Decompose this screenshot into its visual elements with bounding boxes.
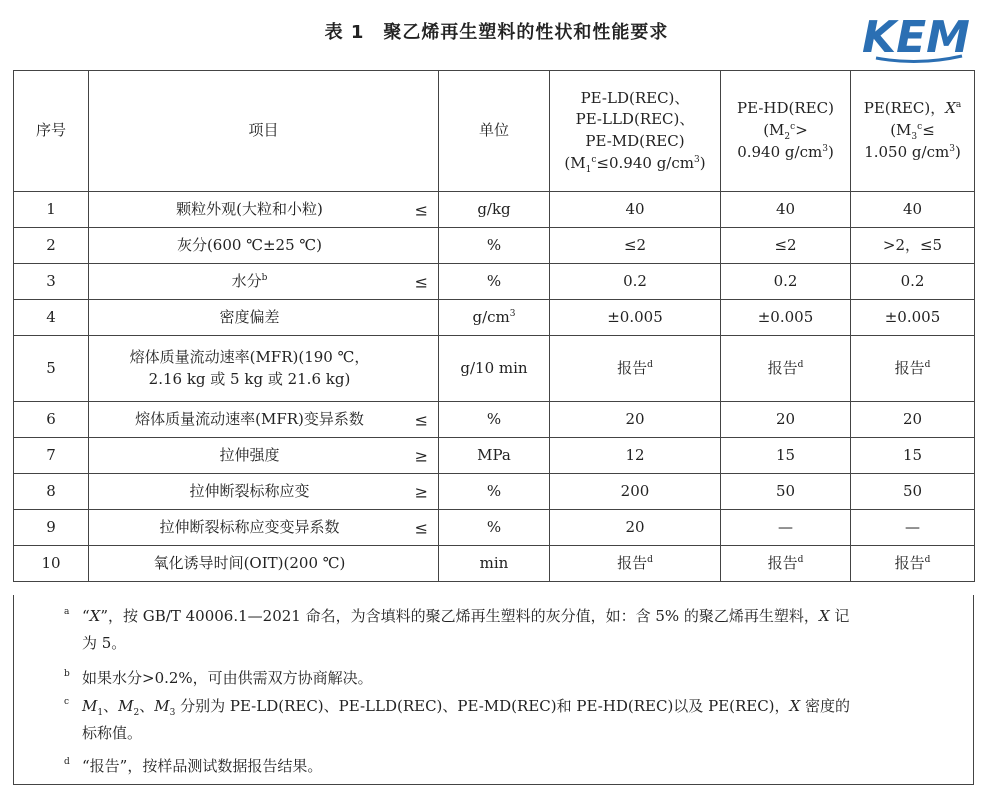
cell-seq: 6 [14,402,89,438]
cell-item: 颗粒外观(大粒和小粒) ≤ [89,192,439,228]
logo-text: KEM [862,12,970,63]
cell-item: 灰分(600 ℃±25 ℃) [89,228,439,264]
table-row [14,510,975,546]
comparison-symbol: ≥ [414,445,428,465]
comparison-symbol: ≤ [414,409,428,429]
header-pe: PE(REC)，$X^a$ ($M_3^c\le$ 1.050 $g/cm^3$) [851,71,975,192]
cell-item: 拉伸断裂标称应变 ≥ [89,474,439,510]
cell-pe-ld: 40 [550,192,721,228]
cell-pe-hd: 0.2 [721,264,851,300]
cell-pe: — [851,510,975,546]
cell-pe-ld: 200 [550,474,721,510]
table-header-row [14,71,975,192]
cell-pe-hd: 报告$^d$ [721,336,851,402]
cell-pe-hd: — [721,510,851,546]
table-row [14,474,975,510]
cell-pe-hd: ≤2 [721,228,851,264]
cell-pe-hd: 40 [721,192,851,228]
cell-unit: g/10 min [439,336,550,402]
cell-pe-hd: ±0.005 [721,300,851,336]
cell-unit: % [439,228,550,264]
cell-pe-hd: 报告$^d$ [721,546,851,582]
cell-pe-ld: ±0.005 [550,300,721,336]
cell-pe: 报告$^d$ [851,336,975,402]
cell-pe-hd: 50 [721,474,851,510]
comparison-symbol: ≤ [414,199,428,219]
cell-seq: 7 [14,438,89,474]
cell-pe: 报告$^d$ [851,546,975,582]
cell-pe: 50 [851,474,975,510]
table-title: 表 1 聚乙烯再生塑料的性状和性能要求 [324,22,669,43]
cell-item: 密度偏差 [89,300,439,336]
cell-unit: min [439,546,550,582]
table-row [14,300,975,336]
cell-pe: ±0.005 [851,300,975,336]
cell-unit: g/kg [439,192,550,228]
cell-pe-ld: 12 [550,438,721,474]
cell-unit: % [439,510,550,546]
cell-unit: % [439,402,550,438]
cell-seq: 2 [14,228,89,264]
cell-seq: 9 [14,510,89,546]
cell-seq: 4 [14,300,89,336]
table-row [14,546,975,582]
cell-item: 拉伸强度 ≥ [89,438,439,474]
cell-pe-ld: 报告$^d$ [550,546,721,582]
cell-item: 氧化诱导时间(OIT)(200 ℃) [89,546,439,582]
table-row [14,336,975,402]
cell-pe: 15 [851,438,975,474]
header-pe-hd: PE-HD(REC) ($M_2^c>$ 0.940 $g/cm^3$) [721,71,851,192]
table-row [14,192,975,228]
table-row [14,402,975,438]
cell-unit: % [439,474,550,510]
cell-pe: 40 [851,192,975,228]
cell-seq: 10 [14,546,89,582]
cell-pe-ld: 报告$^d$ [550,336,721,402]
footnotes: a “X”，按 GB/T 40006.1—2021 命名，为含填料的聚乙烯再生塑料的灰分值，如：含 5% 的聚乙烯再生塑料，X 记 为 5。 b 如果水分>0.2%，可由供需双方协商解决。 c $M_1$、$M_2$、$M_3$ 分别为 PE-LD(REC)、PE-LLD(REC)、PE-MD(REC)和 PE-HD(REC)以及 PE(REC)，X 密度的 标称值。 d “报告”，按样品测试数据报告结果。 [13,595,974,785]
cell-pe-hd: 20 [721,402,851,438]
cell-seq: 8 [14,474,89,510]
kem-logo [858,8,970,68]
comparison-symbol: ≥ [414,481,428,501]
header-item: 项目 [89,71,439,192]
header-unit: 单位 [439,71,550,192]
cell-pe-hd: 15 [721,438,851,474]
cell-seq: 1 [14,192,89,228]
table-row [14,228,975,264]
cell-item: 水分$^b$ ≤ [89,264,439,300]
cell-pe: >2，≤5 [851,228,975,264]
cell-seq: 3 [14,264,89,300]
header-pe-ld: PE-LD(REC)、 PE-LLD(REC)、 PE-MD(REC) ($M_1^c\le 0.940$ $g/cm^3$) [550,71,721,192]
cell-seq: 5 [14,336,89,402]
cell-item: 拉伸断裂标称应变变异系数 ≤ [89,510,439,546]
cell-item: 熔体质量流动速率(MFR)(190 ℃， 2.16 kg 或 5 kg 或 21.6 kg) [89,336,439,402]
cell-unit: % [439,264,550,300]
cell-unit: $g/cm^3$ [439,300,550,336]
comparison-symbol: ≤ [414,517,428,537]
table-row [14,438,975,474]
cell-pe: 0.2 [851,264,975,300]
cell-pe-ld: 20 [550,402,721,438]
cell-pe-ld: 20 [550,510,721,546]
cell-pe-ld: ≤2 [550,228,721,264]
comparison-symbol: ≤ [414,271,428,291]
cell-pe: 20 [851,402,975,438]
cell-unit: MPa [439,438,550,474]
table-row [14,264,975,300]
cell-item: 熔体质量流动速率(MFR)变异系数 ≤ [89,402,439,438]
requirements-table [13,70,975,582]
cell-pe-ld: 0.2 [550,264,721,300]
header-seq: 序号 [14,71,89,192]
